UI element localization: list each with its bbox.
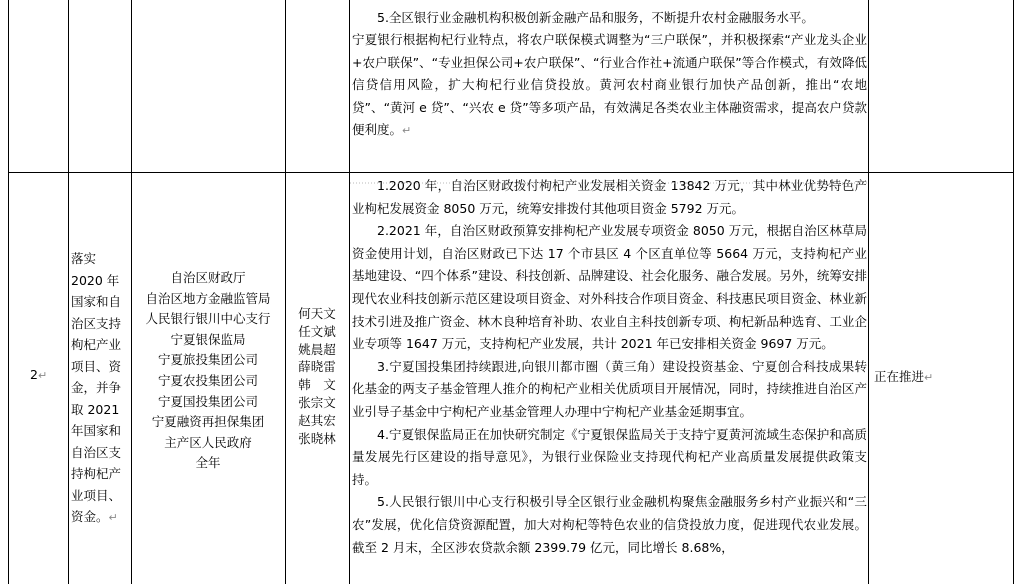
unit-item: 宁夏银保监局: [170, 331, 246, 347]
column-divider: [285, 0, 286, 584]
person-name: 何天文: [298, 306, 336, 321]
table-row-divider: [8, 172, 1014, 173]
table-border-left: [8, 0, 9, 584]
progress-paragraph: 4.宁夏银保监局正在加快研究制定《宁夏银保监局关于支持宁夏黄河流域生态保护和高质量发展先行区建设的指导意见》，为银行业保险业支持现代枸杞产业高质量发展提供政策支持。: [352, 426, 867, 487]
unit-item: 人民银行银川中心支行: [145, 311, 271, 327]
progress-paragraph: 1.2020 年，自治区财政拨付枸杞产业发展相关资金 13842 万元，其中林业优势特色产业枸杞发展资金 8050 万元，统筹安排拨付其他项目资金 5792 万元。: [352, 178, 867, 216]
person-name: 薛晓雷: [298, 359, 336, 375]
paragraph-mark-icon: ↵: [924, 371, 934, 384]
person-name: 张晓林: [298, 430, 336, 446]
unit-item: 主产区人民政府: [164, 434, 252, 450]
units-cell: [133, 268, 283, 474]
unit-item: 宁夏旅投集团公司: [157, 352, 258, 368]
progress-paragraph: 3.宁夏国投集团持续跟进,向银川都市圈（黄三角）建设投资基金、宁夏创合科技成果转化基金的两支子基金管理人推介的枸杞产业相关优质项目开展情况，同时，持续推进自治区产业引导子基金中宁枸杞产业基金管理人办理中宁枸杞产业基金延期事宜。: [352, 358, 867, 419]
column-divider: [349, 0, 350, 584]
top-row-progress: [352, 7, 867, 142]
unit-item: 自治区地方金融监管局: [145, 290, 271, 306]
column-divider: [131, 0, 132, 584]
paragraph-mark-icon: ↵: [108, 511, 118, 524]
unit-item: 宁夏国投集团公司: [157, 393, 258, 409]
unit-item: 宁夏农投集团公司: [157, 372, 258, 388]
task-text: 落实 2020 年国家和自治区支持枸杞产业项目、资金，并争取 2021 年国家和自治区支持枸杞产业项目、资金。: [71, 251, 122, 524]
unit-item: 自治区财政厅: [170, 270, 246, 285]
column-divider: [868, 0, 869, 584]
progress-paragraph: 2.2021 年，自治区财政预算安排枸杞产业发展专项资金 8050 万元，根据自治区林草局资金使用计划，自治区财政已下达 17 个市县区 4 个区直单位等 5664 万元，支持枸杞产业基地建设、“四个体系”建设、科技创新、品牌建设、社会化服务、融合发展。另外，统筹安排现代农业科技创新示范区建设项目资金、对外科技合作项目资金、科技惠民项目资金、林业新技术引进及推广资金、林木良种培育补助、农业自主科技创新专项、枸杞新品种选育、工业企业专项等 1647 万元，支持枸杞产业发展，共计 2021 年已安排相关资金 9697 万元。: [352, 223, 867, 352]
progress-paragraph: 5.全区银行业金融机构积极创新金融产品和服务，不断提升农村金融服务水平。: [377, 10, 814, 25]
paragraph-mark-icon: ↵: [37, 369, 48, 382]
status-cell: [874, 366, 1010, 389]
progress-paragraph: 5.人民银行银川中心支行积极引导全区银行业金融机构聚焦金融服务乡村产业振兴和“三农”发展，优化信贷资源配置，加大对枸杞等特色农业的信贷投放力度，促进现代农业发展。截至 2 月末，全区涉农贷款余额 2399.79 亿元，同比增长 8.68%，: [352, 494, 867, 555]
table-border-right: [1013, 0, 1014, 584]
progress-paragraph: 宁夏银行根据枸杞行业特点，将农户联保模式调整为“三户联保”，并积极探索“产业龙头企业+农户联保”、“专业担保公司+农户联保”、“行业合作社+流通户联保”等合作模式，有效降低信贷信用风险，扩大枸杞行业信贷投放。黄河农村商业银行加快产品创新，推出“农地贷”、“黄河 e 贷”、“兴农 e 贷”等多项产品，有效满足各类农业主体融资需求，提高农户贷款便利度。↵: [352, 32, 867, 138]
task-cell: [71, 248, 129, 529]
unit-item: 全年: [195, 455, 221, 471]
person-name: 张宗文: [298, 394, 336, 410]
person-name: 任文斌: [298, 323, 336, 339]
person-name: 韩 文: [298, 377, 336, 393]
paragraph-mark-icon: ↵: [402, 124, 412, 138]
row-number: 2↵: [30, 367, 48, 382]
person-name: 姚晨超: [298, 341, 336, 357]
progress-cell: [352, 175, 867, 559]
status-text: 正在推进: [874, 369, 925, 384]
people-cell: [287, 305, 347, 447]
column-divider: [68, 0, 69, 584]
person-name: 赵其宏: [298, 412, 336, 428]
unit-item: 宁夏融资再担保集团: [151, 414, 265, 430]
